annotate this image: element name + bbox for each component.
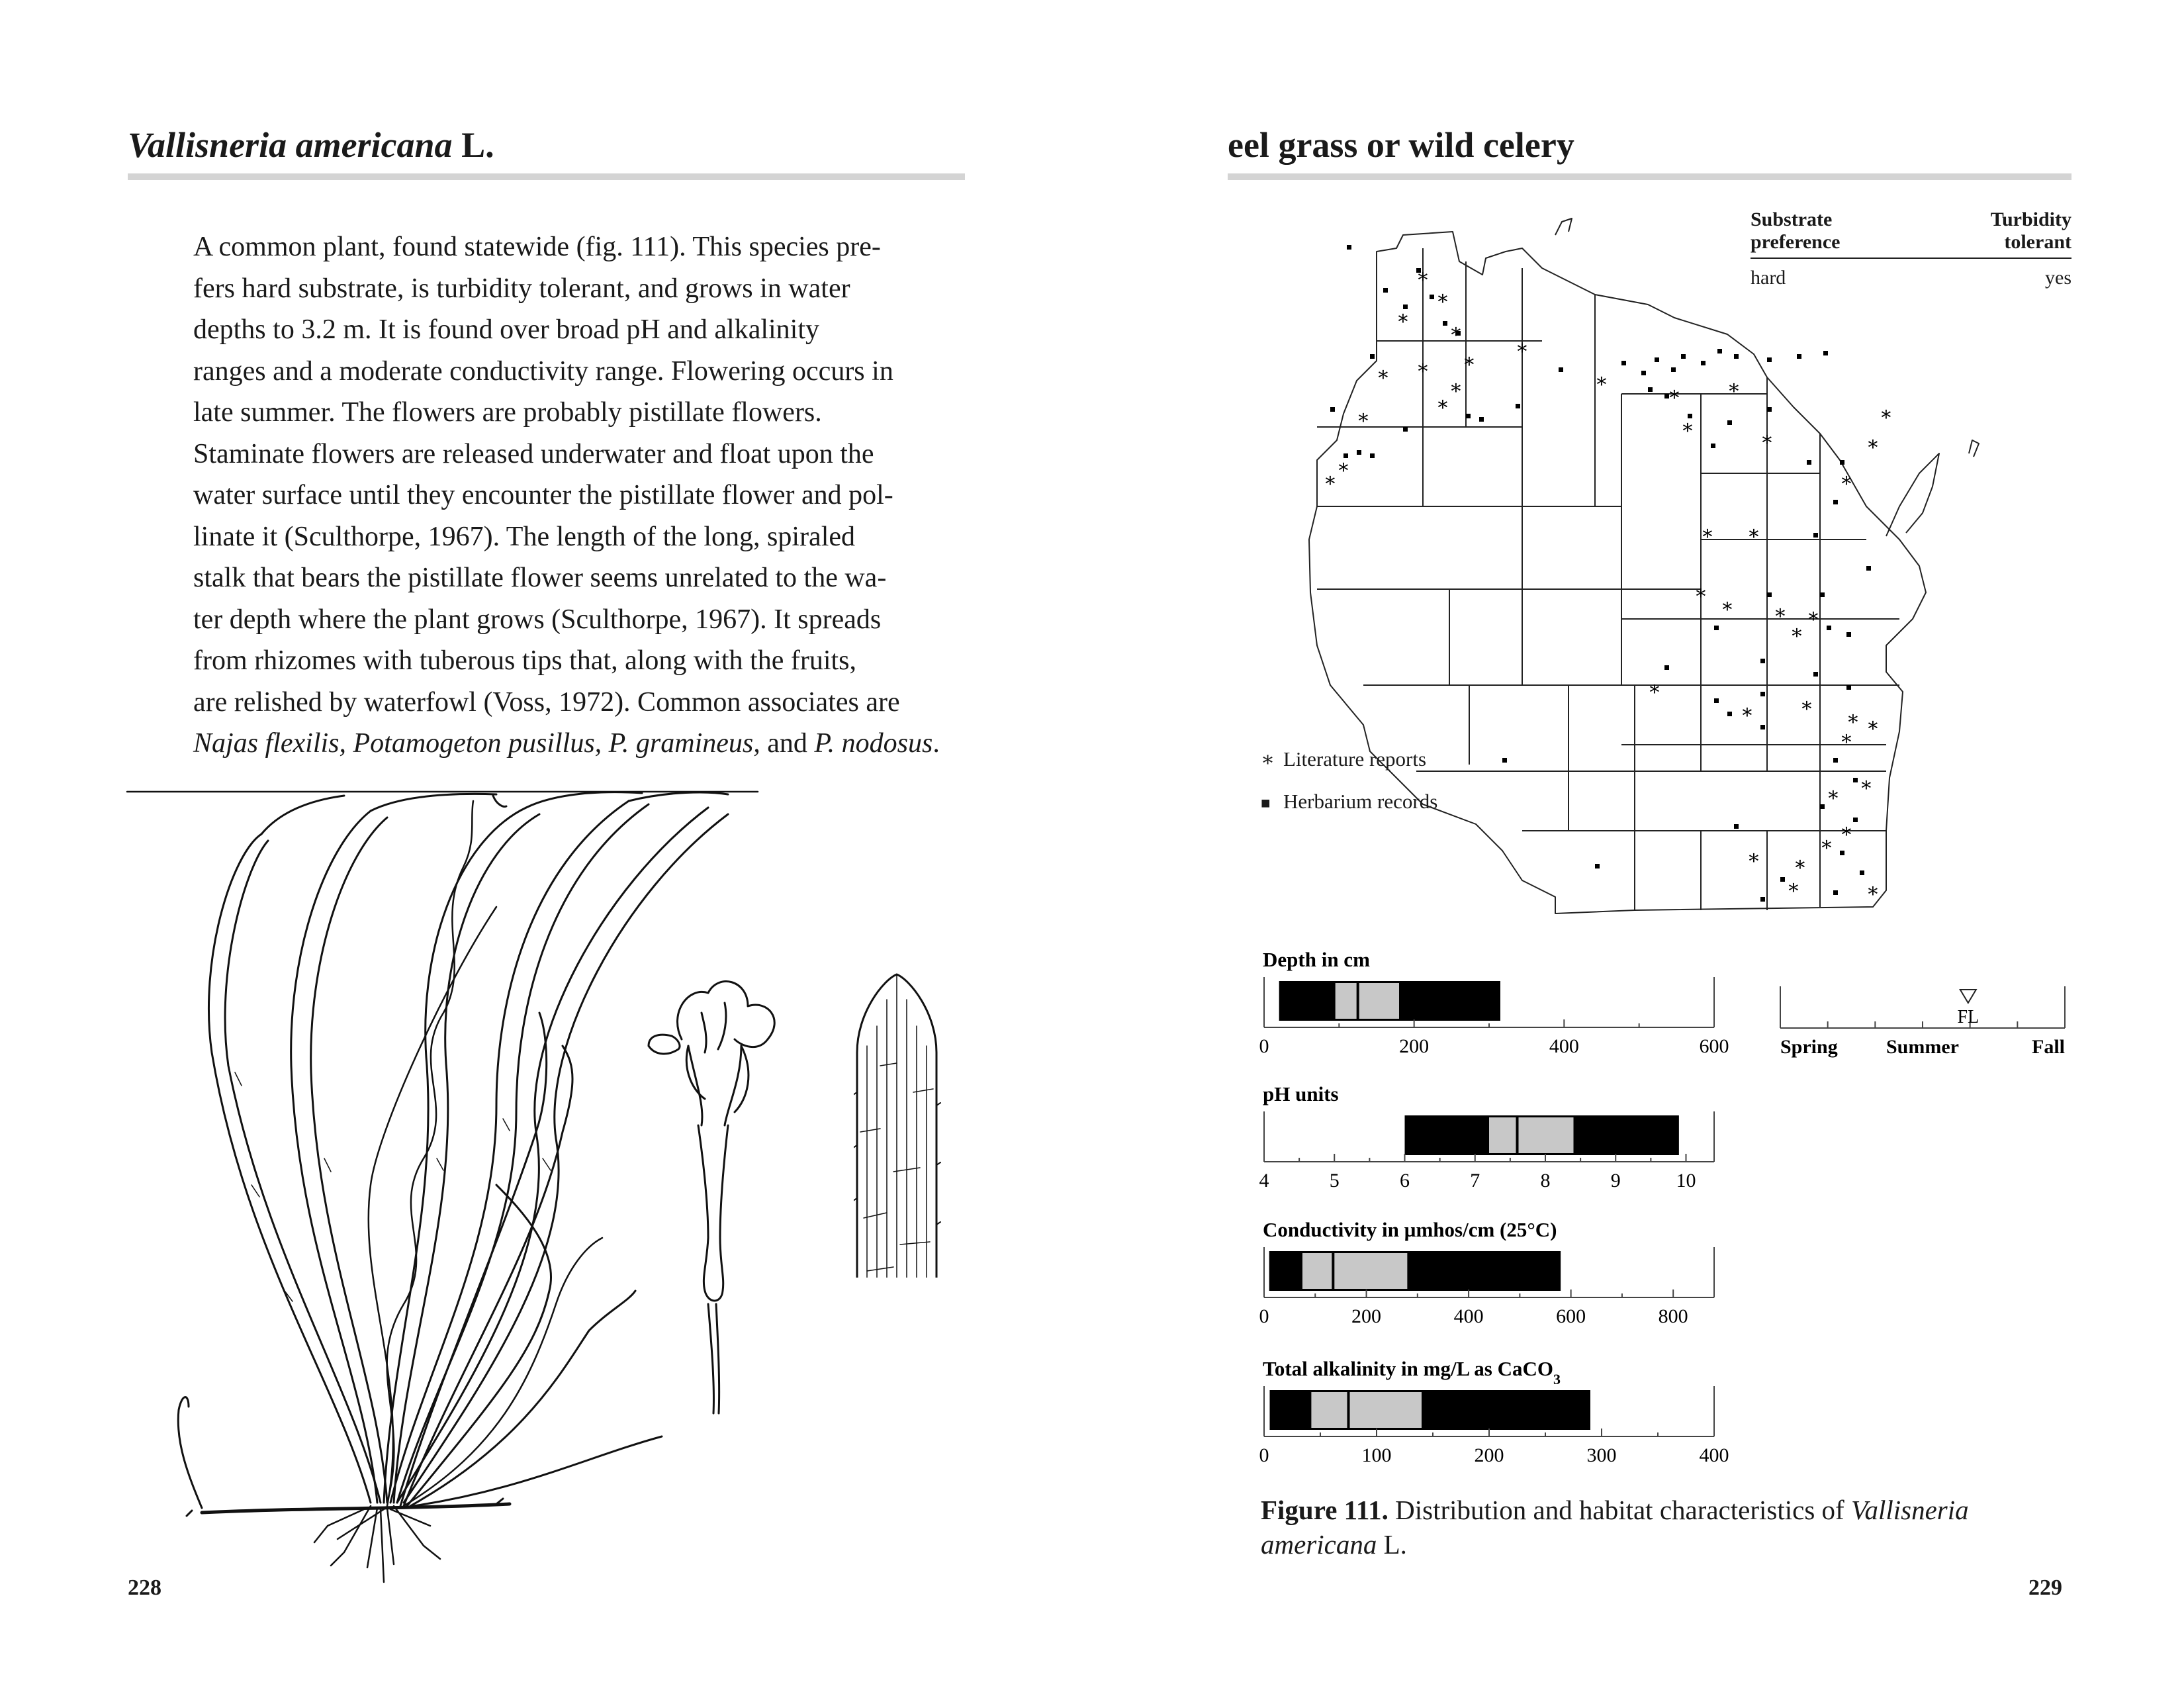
svg-text:∗: ∗ — [1786, 876, 1801, 898]
svg-text:∗: ∗ — [1694, 582, 1708, 604]
svg-text:∗: ∗ — [1859, 774, 1874, 796]
svg-text:∗: ∗ — [1866, 433, 1880, 455]
species-name: Vallisneria americana — [128, 125, 453, 165]
svg-text:∗: ∗ — [1720, 595, 1735, 617]
svg-text:∗: ∗ — [1727, 377, 1741, 399]
substrate-value: hard — [1751, 267, 1786, 289]
svg-text:∗: ∗ — [1680, 416, 1695, 438]
substrate-header: Substrate preference — [1751, 209, 1841, 253]
svg-text:∗: ∗ — [1449, 377, 1463, 399]
svg-text:∗: ∗ — [1376, 363, 1390, 385]
svg-text:∗: ∗ — [1740, 701, 1754, 723]
tick-label: 9 — [1610, 1170, 1621, 1192]
map-legend — [1261, 738, 1437, 825]
tick-label: 0 — [1259, 1444, 1269, 1466]
chart-title: Depth in cm — [1263, 948, 1370, 971]
svg-text:∗: ∗ — [1435, 393, 1450, 415]
tick-label: 6 — [1400, 1170, 1410, 1192]
associate-species: Potamogeton pusillus, — [353, 728, 602, 759]
svg-text:∗: ∗ — [1747, 522, 1761, 544]
text-line: fers hard substrate, is turbidity tolerant, and grows in water — [193, 273, 850, 304]
svg-text:∗: ∗ — [1700, 522, 1715, 544]
tick-label: 4 — [1259, 1170, 1269, 1192]
quartile-bar — [1311, 1392, 1422, 1428]
text-line: are relished by waterfowl (Voss, 1972). Common associates are — [193, 686, 900, 718]
text-line: ranges and a moderate conductivity range. Flowering occurs in — [193, 355, 893, 387]
text-line: depths to 3.2 m. It is found over broad pH and alkalinity — [193, 314, 820, 345]
svg-text:∗: ∗ — [1416, 357, 1430, 379]
associate-species: P. gramineus, — [608, 728, 760, 759]
svg-text:∗: ∗ — [1515, 337, 1529, 359]
tick-label: 7 — [1470, 1170, 1480, 1192]
svg-text:∗: ∗ — [1323, 469, 1338, 491]
svg-text:∗: ∗ — [1435, 287, 1450, 309]
svg-text:∗: ∗ — [1799, 694, 1814, 716]
author-abbrev: L. — [452, 125, 494, 165]
habitat-range-charts — [1251, 947, 2071, 1509]
text-line: late summer. The flowers are probably pistillate flowers. — [193, 397, 822, 428]
svg-text:∗: ∗ — [1819, 833, 1834, 855]
tick-label: 0 — [1259, 1305, 1269, 1327]
svg-text:∗: ∗ — [1773, 602, 1788, 624]
text-line: linate it (Sculthorpe, 1967). The length of the long, spiraled — [193, 521, 856, 552]
text-line: from rhizomes with tuberous tips that, along with the fruits, — [193, 645, 857, 676]
tick-label: 0 — [1259, 1035, 1269, 1057]
svg-text:∗: ∗ — [1462, 350, 1477, 372]
svg-text:∗: ∗ — [1793, 853, 1807, 875]
tick-label: 400 — [1453, 1305, 1484, 1327]
tick-label: 200 — [1399, 1035, 1430, 1057]
text-line: ter depth where the plant grows (Sculthorpe, 1967). It spreads — [193, 604, 882, 635]
pistillate-flower-illustration — [642, 973, 794, 1417]
svg-text:∗: ∗ — [1747, 847, 1761, 868]
tick-label: 400 — [1549, 1035, 1579, 1057]
svg-text:∗: ∗ — [1760, 428, 1774, 450]
tick-label: 200 — [1474, 1444, 1504, 1466]
tick-label: 600 — [1699, 1035, 1729, 1057]
chart-title: pH units — [1263, 1082, 1339, 1105]
leaf-tip-illustration — [854, 973, 946, 1278]
tick-label: 400 — [1699, 1444, 1729, 1466]
asterisk-icon: ∗ — [1261, 747, 1275, 771]
svg-text:∗: ∗ — [1647, 678, 1662, 700]
quartile-bar — [1489, 1117, 1574, 1153]
tick-label: 600 — [1556, 1305, 1586, 1327]
season-label: Summer — [1886, 1036, 1959, 1058]
chart-title: Total alkalinity in mg/L as CaCO$_3$ — [1263, 1357, 1561, 1387]
svg-text:∗: ∗ — [1667, 383, 1682, 405]
svg-text:∗: ∗ — [1790, 622, 1804, 643]
right-page-number: 229 — [2028, 1575, 2062, 1600]
legend-literature: ∗ Literature reports — [1261, 738, 1437, 780]
svg-text:∗: ∗ — [1449, 320, 1463, 342]
text-line: stalk that bears the pistillate flower seems unrelated to the wa- — [193, 563, 887, 593]
figure-caption: Figure 111. Distribution and habitat characteristics of Vallisneria americana L. — [1261, 1495, 1969, 1560]
tick-label: 8 — [1540, 1170, 1551, 1192]
season-label: Spring — [1780, 1036, 1838, 1058]
left-page-number: 228 — [128, 1575, 161, 1600]
chart-title: Conductivity in µmhos/cm (25°C) — [1263, 1218, 1557, 1241]
flowering-marker-icon — [1960, 990, 1976, 1003]
svg-text:∗: ∗ — [1839, 469, 1854, 491]
svg-text:∗: ∗ — [1396, 307, 1410, 329]
season-label: Fall — [2032, 1036, 2065, 1058]
svg-text:∗: ∗ — [1839, 820, 1854, 842]
tick-label: 200 — [1351, 1305, 1382, 1327]
species-description — [193, 226, 987, 765]
left-title-rule — [128, 173, 965, 180]
tick-label: 800 — [1658, 1305, 1688, 1327]
text-line: A common plant, found statewide (fig. 111). This species pre- — [193, 232, 881, 262]
text-line: Staminate flowers are released underwater and float upon the — [193, 438, 874, 469]
svg-text:∗: ∗ — [1594, 370, 1609, 392]
associate-species: P. nodosus — [814, 728, 933, 759]
svg-text:∗: ∗ — [1826, 784, 1841, 806]
quartile-bar — [1302, 1253, 1407, 1289]
svg-text:∗: ∗ — [1356, 406, 1371, 428]
tick-label: 300 — [1586, 1444, 1617, 1466]
flowering-label: FL — [1957, 1007, 1979, 1027]
svg-text:∗: ∗ — [1839, 727, 1854, 749]
tick-label: 100 — [1361, 1444, 1392, 1466]
tick-label: 10 — [1676, 1170, 1696, 1192]
svg-text:∗: ∗ — [1416, 265, 1430, 287]
figure-label: Figure 111. — [1261, 1495, 1388, 1525]
svg-text:∗: ∗ — [1866, 880, 1880, 902]
left-running-title — [128, 124, 494, 165]
quartile-bar — [1336, 983, 1399, 1019]
text-line: water surface until they encounter the pistillate flower and pol- — [193, 480, 893, 510]
turbidity-header: Turbidity tolerant — [1990, 209, 2071, 253]
svg-text:∗: ∗ — [1846, 708, 1860, 729]
square-icon: ■ — [1261, 795, 1271, 812]
tick-label: 5 — [1329, 1170, 1340, 1192]
turbidity-value: yes — [2045, 267, 2071, 289]
right-title-rule — [1228, 173, 2071, 180]
svg-text:∗: ∗ — [1866, 714, 1880, 736]
svg-text:∗: ∗ — [1879, 403, 1893, 425]
associate-species: Najas flexilis, — [193, 728, 346, 759]
svg-text:∗: ∗ — [1806, 605, 1821, 627]
right-running-title: eel grass or wild celery — [1228, 125, 1574, 165]
associates-line: Najas flexilis, Potamogeton pusillus, P. gramineus, and P. nodosus. — [193, 728, 940, 759]
svg-text:∗: ∗ — [1336, 456, 1351, 478]
legend-herbarium: ■ Herbarium records — [1261, 780, 1437, 825]
